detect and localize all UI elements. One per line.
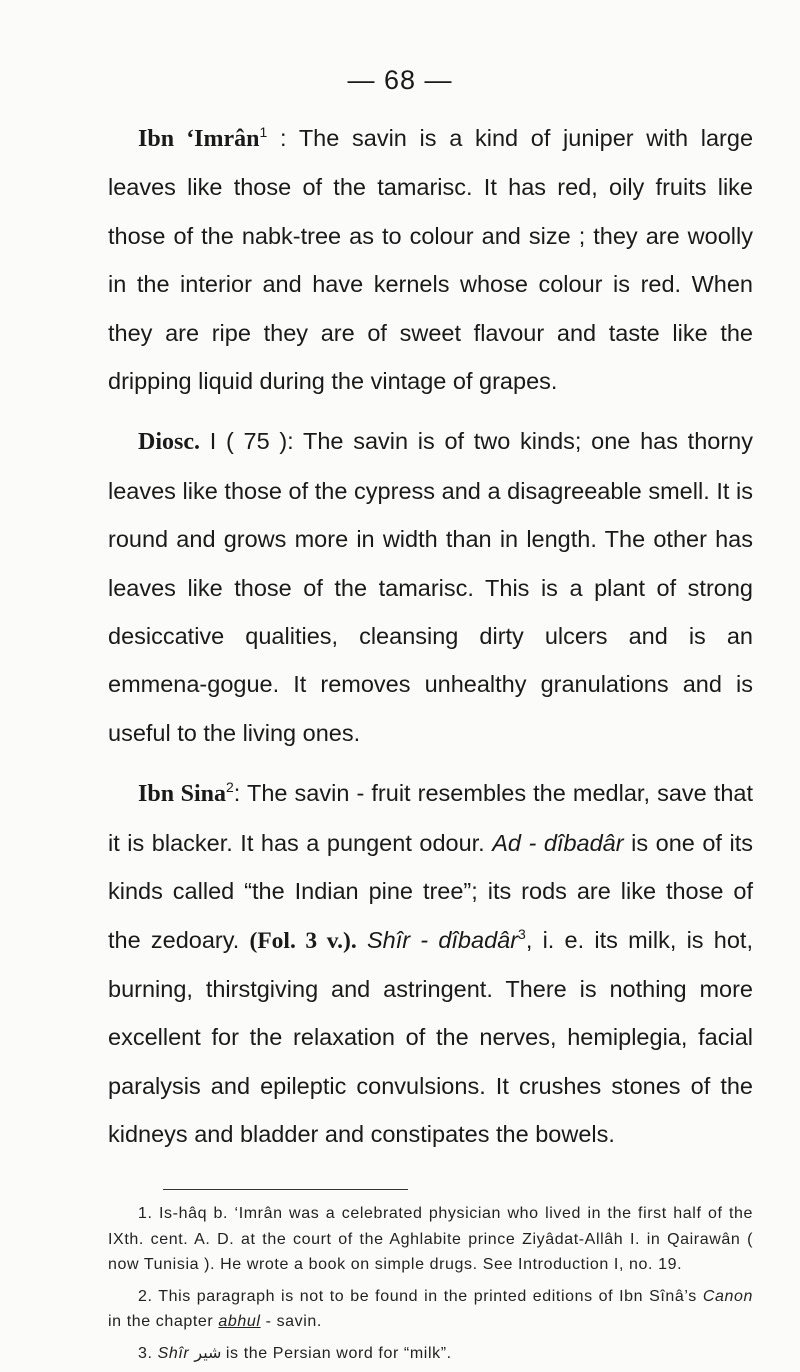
footnote-ref-3: 3 [518, 925, 526, 942]
paragraph-text: is one of its kinds called “the Indian pine tree”; its rods are like those of the zedoary. [108, 829, 753, 953]
paragraph-text: : The savin is a kind of juniper with large leaves like those of the tamarisc. It has red, oily fruits like those of the nabk-tree as to colour and size ; they are woolly in the interior and have kernels whose colour is red. When they are ripe they are of sweet flavour and taste like the dripping liquid during the vintage of grapes. [108, 125, 754, 395]
speaker-ibn-imran: Ibn ‘Imrân [138, 126, 260, 152]
term-shir: Shîr [157, 1344, 190, 1362]
footnote-text: is the Persian word for “milk”. [225, 1344, 452, 1362]
folio-marker: (Fol. 3 v.). [249, 927, 357, 954]
speaker-diosc: Diosc. [138, 429, 200, 456]
paragraph-ibn-imran [108, 114, 753, 405]
footnote-number: 3. [138, 1344, 153, 1362]
speaker-ibn-sina: Ibn Sina [138, 781, 226, 808]
paragraph-text: : The savin - fruit resembles the medlar, save that it is blacker. It has a pungent odour. [108, 780, 753, 856]
term-ad-dibadar: Ad - dîbadâr [492, 829, 624, 856]
arabic-word: شير [194, 1344, 222, 1362]
footnote-text: 2. This paragraph is not to be found in the printed editions of Ibn Sînâ’s [138, 1287, 697, 1305]
page-number: — 68 — [347, 65, 453, 95]
footnote-3 [108, 1341, 753, 1367]
footnote-divider [163, 1189, 408, 1190]
footnote-text: in the chapter [108, 1313, 214, 1330]
paragraph-ibn-sina [108, 769, 753, 1158]
footnote-2 [108, 1284, 753, 1335]
footnotes [108, 1201, 753, 1372]
term-shir-dibadar: Shîr - dîbadâr [366, 926, 519, 953]
footnote-text: - savin. [265, 1313, 322, 1330]
footnote-ref-2: 2 [225, 779, 234, 796]
footnote-ref-1: 1 [259, 124, 268, 141]
paragraph-text: , i. e. its milk, is hot, burning, thirstgiving and astringent. There is nothing more excellent for the relaxation of the nerves, hemiplegia, facial paralysis and epileptic convulsions. It crushes stones of the kidneys and bladder and constipates the bowels. [108, 926, 753, 1148]
paragraph-diosc [108, 417, 753, 757]
term-canon: Canon [702, 1287, 754, 1305]
term-abhul: abhul [218, 1313, 261, 1330]
paragraph-text: I ( 75 ): The savin is of two kinds; one has thorny leaves like those of the cypress and a disagreeable smell. It is round and grows more in width than in length. The other has leaves like those of the tamarisc. This is a plant of strong desiccative qualities, cleansing dirty ulcers and is an emmena-gogue. It removes unhealthy granulations and is useful to the living ones. [108, 428, 753, 746]
main-text [108, 114, 753, 1171]
footnote-1: 1. Is-hâq b. ‘Imrân was a celebrated physician who lived in the first half of the IXth. cent. A. D. at the court of the Aghlabite prince Ziyâdat-Allâh I. in Qairawân ( now Tunisia ). He wrote a book on simple drugs. See Introduction I, no. 19. [108, 1205, 753, 1273]
